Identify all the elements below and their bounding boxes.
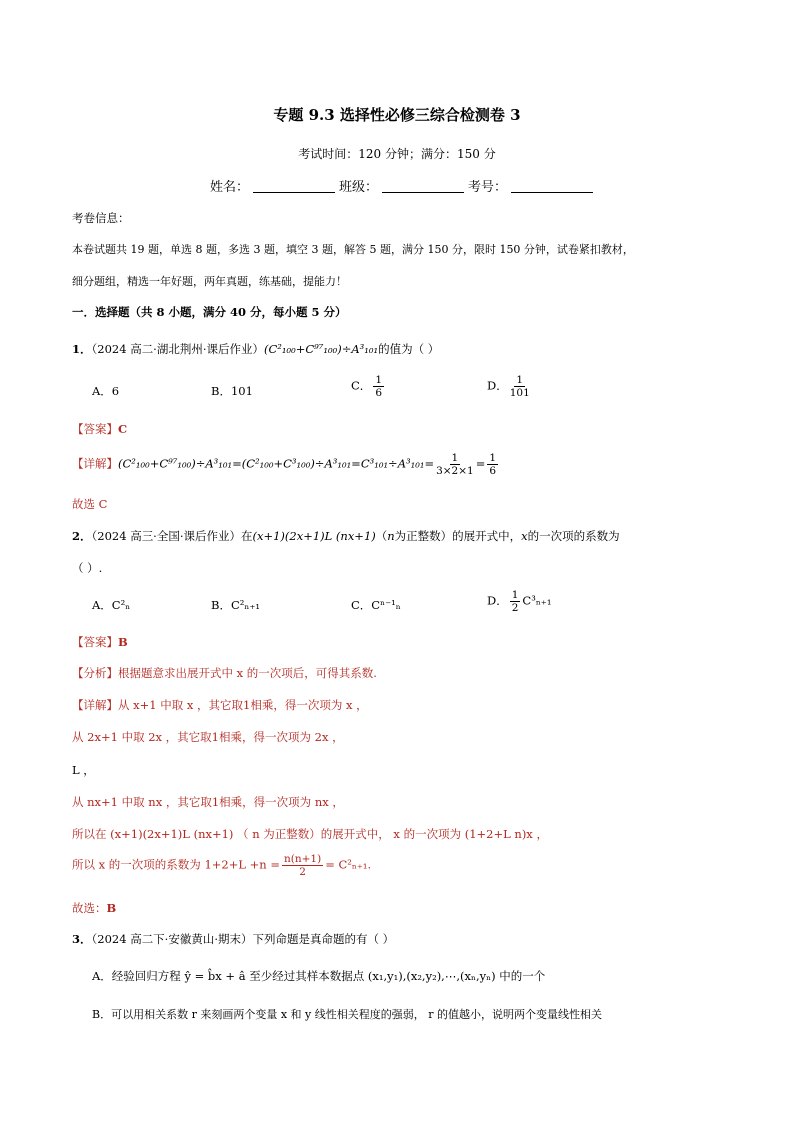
question-stem: 为正整数）的展开式中，: [394, 529, 522, 543]
notice-line-1: 本卷试题共 19 题，单选 8 题，多选 3 题，填空 3 题，解答 5 题，满分 150 分，限时 150 分钟，试卷紧扣教材，: [72, 243, 634, 256]
notice-line-2: 细分题组，精选一年好题，两年真题，练基础，提能力！: [72, 275, 347, 288]
question-stem: 的一次项的系数为: [527, 529, 620, 543]
detail-label: 【详解】: [72, 698, 118, 712]
analysis-text: 根据题意求出展开式中 x 的一次项后，可得其系数.: [118, 666, 377, 680]
conclusion: [72, 900, 116, 916]
number-blank: [511, 180, 593, 193]
formula: (x+1)(2x+1)L (nx+1): [252, 529, 376, 543]
question-number: 3．: [72, 932, 92, 946]
section-heading: 一．选择题（共 8 小题，满分 40 分，每小题 5 分）: [72, 305, 347, 319]
fraction: [510, 589, 521, 614]
conclusion-value: B: [106, 901, 117, 915]
answer-label: 【答案】: [72, 422, 118, 436]
detail-row: [72, 697, 368, 713]
fraction: [373, 374, 384, 399]
detail-label: 【详解】: [72, 456, 118, 471]
option-d: [487, 589, 552, 614]
question-number: 2．: [72, 529, 92, 543]
denominator: 2: [511, 602, 519, 614]
question-stem: （: [375, 529, 388, 543]
denominator: 6: [375, 387, 382, 399]
option-a: A．C²ₙ: [92, 598, 131, 612]
question-number: 1．: [72, 342, 92, 356]
detail-line: 从 nx+1 中取 nx ，其它取1相乘，得一次项为 nx ，: [72, 795, 344, 809]
detail-line: 所以在 (x+1)(2x+1)L (nx+1) （ n 为正整数）的展开式中， x 的一次项为 (1+2+L n)x ，: [72, 827, 548, 841]
answer-label: 【答案】: [72, 635, 118, 649]
exam-info: 考试时间：120 分钟；满分：150 分: [298, 147, 496, 161]
analysis-row: [72, 665, 377, 681]
equals-sign: =: [475, 456, 486, 471]
option-c: C．Cⁿ⁻¹ₙ: [351, 598, 401, 612]
question-source: （2024 高二下·安徽黄山·期末）: [91, 932, 253, 946]
fraction: [487, 452, 498, 477]
variable: x: [521, 529, 528, 543]
fraction: [436, 452, 474, 477]
denominator: 101: [509, 387, 530, 399]
question-1: [72, 341, 439, 357]
detail-line: [72, 853, 371, 878]
numerator: 1: [375, 374, 382, 386]
answer-row: [72, 421, 127, 437]
option-b: B．101: [211, 384, 253, 398]
answer-value: C: [118, 422, 128, 436]
detail-row: [72, 452, 500, 477]
denominator: 6: [489, 465, 497, 477]
detail-text: = C²ₙ₊₁.: [325, 857, 372, 872]
question-stem: 下列命题是真命题的有（ ）: [252, 932, 395, 946]
denominator: 3×2×1: [436, 465, 474, 477]
question-stem: 在: [241, 529, 253, 543]
numerator: 1: [516, 374, 524, 386]
conclusion: 故选 C: [72, 497, 108, 511]
numerator: n(n+1): [283, 853, 322, 865]
question-source: （2024 高二·湖北荆州·课后作业）: [91, 342, 264, 356]
formula: (C²₁₀₀+C⁹⁷₁₀₀)÷A³₁₀₁: [264, 342, 379, 356]
detail-text: 所以 x 的一次项的系数为 1+2+L +n =: [72, 857, 280, 872]
formula: C³ₙ₊₁: [522, 593, 552, 608]
class-blank: [382, 180, 464, 193]
question-3: [72, 931, 394, 947]
numerator: 1: [451, 452, 459, 464]
option-a: A．6: [92, 384, 120, 398]
detail-line: 从 x+1 中取 x ，其它取1相乘，得一次项为 x ，: [118, 698, 368, 712]
question-stem: 的值为（ ）: [378, 342, 440, 356]
option-b: B．C²ₙ₊₁: [211, 598, 261, 612]
fraction: [510, 374, 530, 399]
detail-line: L ，: [72, 763, 95, 777]
document-title: 专题 9.3 选择性必修三综合检测卷 3: [273, 106, 521, 124]
question-2-line-2: （ ）.: [72, 561, 103, 575]
name-label: 姓名：: [210, 180, 250, 195]
class-label: 班级：: [339, 180, 379, 195]
option-label: D．: [487, 378, 508, 393]
answer-value: B: [118, 635, 128, 649]
numerator: 1: [489, 452, 497, 464]
name-blank: [253, 180, 335, 193]
detail-line: 从 2x+1 中取 2x ，其它取1相乘，得一次项为 2x ，: [72, 730, 344, 744]
option-c: [351, 374, 386, 399]
option-a: A．经验回归方程 ŷ = b̂x + â 至少经过其样本数据点 (x₁,y₁),(x₂,y₂),⋯,(xₙ,yₙ) 中的一个: [92, 969, 546, 983]
variable: n: [387, 529, 395, 543]
option-d: [487, 374, 532, 399]
question-source: （2024 高三·全国·课后作业）: [91, 529, 241, 543]
student-info-row: [210, 176, 597, 195]
question-2: [72, 528, 620, 544]
option-label: D．: [487, 593, 508, 608]
conclusion-label: 故选：: [72, 901, 107, 915]
option-label: C．: [351, 378, 372, 393]
fraction: [282, 853, 323, 878]
option-b: B．可以用相关系数 r 来刻画两个变量 x 和 y 线性相关程度的强弱， r 的值越小，说明两个变量线性相关: [92, 1008, 602, 1021]
notice-label: 考卷信息：: [72, 211, 130, 225]
analysis-label: 【分析】: [72, 666, 118, 680]
denominator: 2: [299, 866, 306, 878]
numerator: 1: [511, 589, 519, 601]
number-label: 考号：: [468, 180, 508, 195]
answer-row: [72, 634, 128, 650]
formula: (C²₁₀₀+C⁹⁷₁₀₀)÷A³₁₀₁=(C²₁₀₀+C³₁₀₀)÷A³₁₀₁=C³₁₀₁÷A³₁₀₁=: [118, 456, 435, 471]
